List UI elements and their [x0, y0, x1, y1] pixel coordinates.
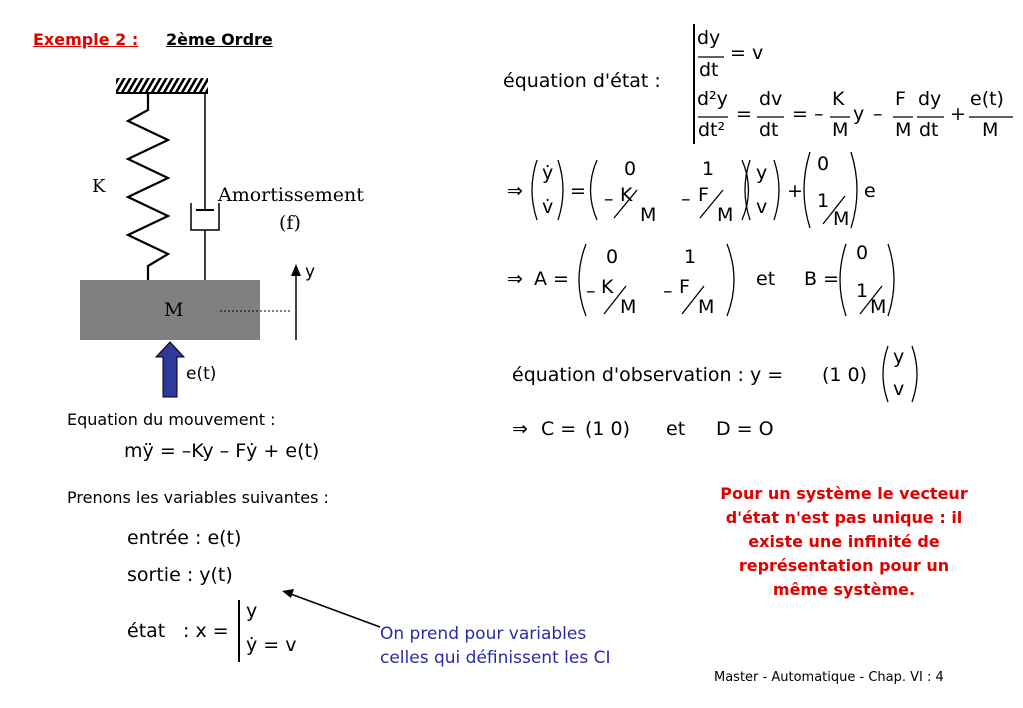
- motion-lhs: mÿ: [124, 440, 154, 462]
- state-r2-f-den: M: [895, 119, 912, 141]
- a22-minus: –: [663, 280, 673, 302]
- state-top: y: [246, 600, 258, 622]
- mat-a11: 0: [624, 158, 637, 180]
- mat-a22-num: F: [698, 184, 709, 206]
- b-label: B =: [804, 268, 839, 290]
- footer-text: Master - Automatique - Chap. VI : 4: [714, 670, 944, 685]
- note-red-line3: existe une infinité de: [748, 532, 940, 551]
- state-r2-a-num: d²y: [697, 88, 728, 110]
- example-label: Exemple 2 :: [33, 30, 139, 49]
- state-r2-e-den: M: [982, 119, 999, 141]
- note-blue-line2: celles qui définissent les CI: [380, 648, 611, 668]
- state-r2-dy-num: dy: [918, 88, 942, 110]
- d-eq: D = O: [716, 418, 774, 440]
- a21-den: M: [620, 296, 637, 318]
- a11: 0: [606, 246, 619, 268]
- a12: 1: [684, 246, 697, 268]
- mat-a22-minus: –: [681, 188, 691, 210]
- mat-b2-num: 1: [817, 190, 830, 212]
- state-r2-plus: +: [950, 103, 966, 125]
- motion-rhs-a: –Ky: [181, 440, 214, 462]
- cd-and: et: [666, 418, 686, 440]
- mat-ydot: ẏ: [542, 162, 554, 184]
- state-r2-a-den: dt²: [698, 119, 726, 141]
- b1: 0: [856, 242, 869, 264]
- motion-heading: Equation du mouvement :: [67, 410, 276, 429]
- note-red-line1: Pour un système le vecteur: [720, 484, 968, 503]
- state-r2-minus: –: [873, 103, 883, 125]
- state-word: état: [127, 620, 166, 642]
- a22-den: M: [698, 296, 715, 318]
- input-value: : e(t): [195, 527, 242, 549]
- mat-y: y: [756, 162, 768, 184]
- state-r2-y: y: [853, 103, 865, 125]
- obs-row: (1 0): [822, 364, 868, 386]
- state-r2-f-num: F: [895, 88, 906, 110]
- state-r1-rhs: = v: [730, 42, 764, 64]
- mat-plus: +: [787, 180, 803, 202]
- mat-a12: 1: [702, 158, 715, 180]
- motion-rhs-b: – Fẏ: [219, 440, 258, 462]
- input-label: e(t): [186, 364, 217, 384]
- a21-num: K: [601, 276, 614, 298]
- note-red-line5: même système.: [772, 580, 916, 599]
- note-red-line4: représentation pour un: [738, 556, 950, 575]
- obs-vec-bot: v: [893, 378, 905, 400]
- state-r2-dy-den: dt: [919, 119, 939, 141]
- state-bottom: ẏ = v: [246, 634, 297, 656]
- implies-2: ⇒: [507, 268, 523, 290]
- state-r1-den: dt: [699, 59, 719, 81]
- mat-b1: 0: [817, 153, 830, 175]
- b2-num: 1: [856, 280, 869, 302]
- mat-e: e: [864, 180, 876, 202]
- mat-vdot: v̇: [542, 196, 554, 218]
- mat-a22-den: M: [717, 204, 734, 226]
- motion-eq-sign: =: [159, 440, 176, 462]
- spring-label: K: [92, 176, 106, 197]
- mat-b2-den: M: [833, 208, 850, 230]
- state-r2-eq2: = –: [792, 103, 824, 125]
- state-r2-e-num: e(t): [970, 88, 1004, 110]
- mat-a21-minus: –: [604, 188, 614, 210]
- obs-label: équation d'observation : y =: [512, 364, 784, 386]
- damper-sub-label: (f): [279, 212, 301, 234]
- mass-label: M: [164, 299, 184, 321]
- motion-rhs-c: + e(t): [263, 440, 320, 462]
- state-r2-k-num: K: [832, 88, 845, 110]
- a22-num: F: [679, 276, 690, 298]
- state-x: : x =: [183, 620, 229, 642]
- output-word: sortie: [127, 564, 181, 586]
- state-r2-b-den: dt: [759, 119, 779, 141]
- state-r2-eq1: =: [736, 103, 752, 125]
- state-r1-num: dy: [697, 27, 721, 49]
- state-eq-label: équation d'état :: [503, 70, 661, 92]
- state-vector-note: [688, 482, 1000, 602]
- example-title: 2ème Ordre: [166, 30, 273, 49]
- ab-and: et: [756, 268, 776, 290]
- note-red-line2: d'état n'est pas unique : il: [725, 508, 963, 527]
- input-word: entrée: [127, 527, 189, 549]
- a21-minus: –: [586, 280, 596, 302]
- c-label: C =: [541, 418, 577, 440]
- mat-a21-num: K: [620, 184, 633, 206]
- b2-den: M: [870, 296, 887, 318]
- output-value: : y(t): [186, 564, 233, 586]
- a-label: A =: [534, 268, 569, 290]
- implies-3: ⇒: [512, 418, 528, 440]
- obs-vec-top: y: [893, 346, 905, 368]
- state-r2-b-num: dv: [759, 88, 783, 110]
- c-row: (1 0): [585, 418, 631, 440]
- mat-v: v: [756, 196, 768, 218]
- mat-eq-sign: =: [570, 180, 586, 202]
- implies-1: ⇒: [507, 180, 523, 202]
- axis-label: y: [305, 262, 316, 282]
- damper-label: Amortissement: [218, 184, 364, 206]
- mat-a21-den: M: [640, 204, 657, 226]
- state-r2-k-den: M: [832, 119, 849, 141]
- note-blue-line1: On prend pour variables: [380, 624, 587, 644]
- variables-heading: Prenons les variables suivantes :: [67, 488, 329, 507]
